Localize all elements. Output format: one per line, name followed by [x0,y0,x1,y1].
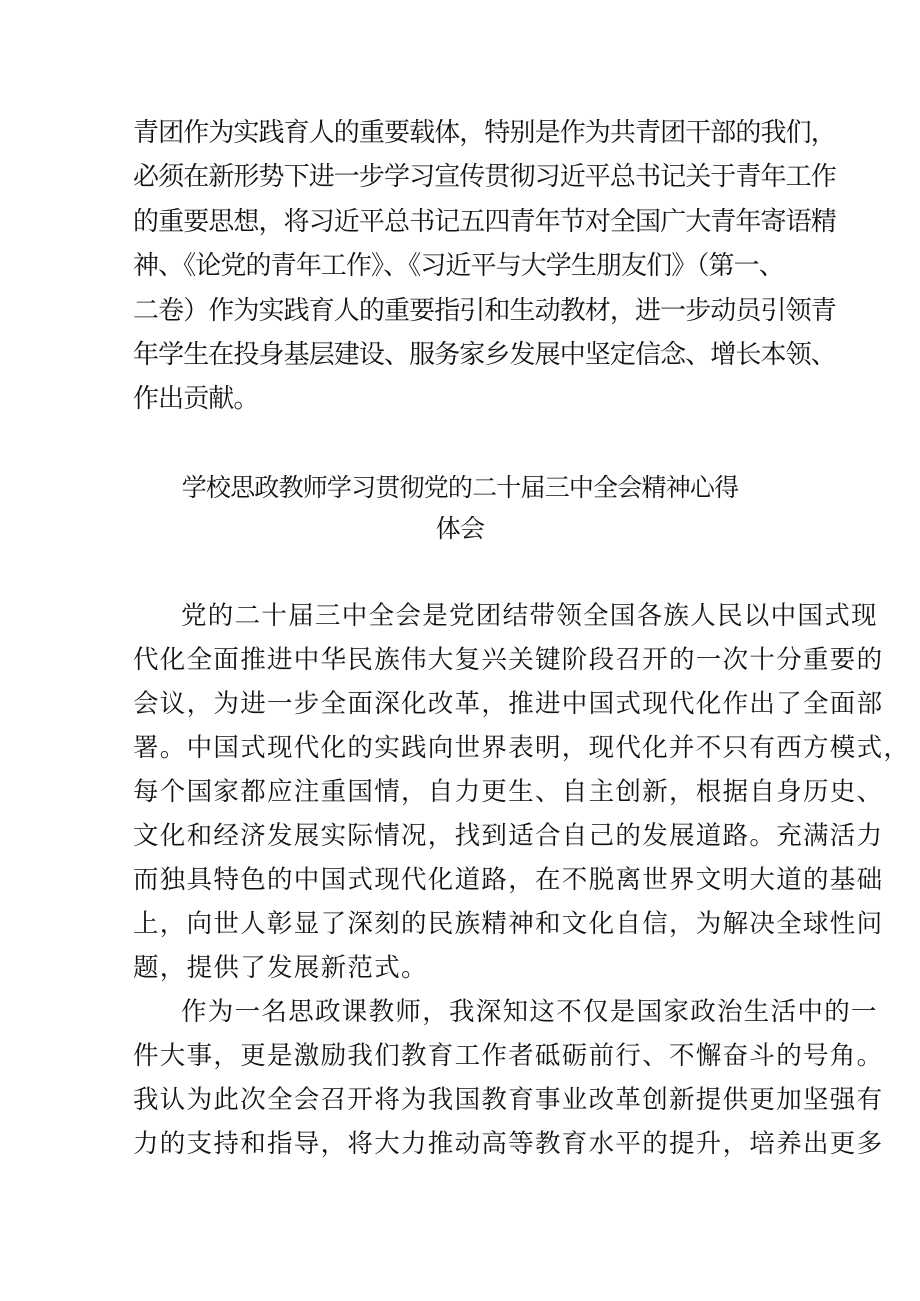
text-line: 每个国家都应注重国情，自力更生、自主创新，根据自身历史、 [133,777,884,807]
text-line: 我认为此次全会召开将为我国教育事业改革创新提供更加坚强有 [133,1085,884,1115]
text-line: 件大事，更是激励我们教育工作者砥砺前行、不懈奋斗的号角。 [133,1041,884,1071]
article-title-line-2: 体会 [435,514,485,543]
text-line: 二卷）作为实践育人的重要指引和生动教材，进一步动员引领青 [133,296,836,326]
text-line: 的重要思想，将习近平总书记五四青年节对全国广大青年寄语精 [133,207,836,237]
text-line: 代化全面推进中华民族伟大复兴关键阶段召开的一次十分重要的 [133,645,884,675]
text-line: 会议，为进一步全面深化改革，推进中国式现代化作出了全面部 [133,689,884,719]
text-line: 而独具特色的中国式现代化道路，在不脱离世界文明大道的基础 [133,865,884,895]
text-line: 青团作为实践育人的重要载体，特别是作为共青团干部的我们， [133,118,836,148]
text-line: 作为一名思政课教师，我深知这不仅是国家政治生活中的一 [181,997,878,1027]
text-line: 上，向世人彰显了深刻的民族精神和文化自信，为解决全球性问 [133,909,884,939]
text-line: 神、《论党的青年工作》、《习近平与大学生朋友们》（第一、 [133,251,784,281]
text-line: 年学生在投身基层建设、服务家乡发展中坚定信念、增长本领、 [133,340,836,370]
text-line: 力的支持和指导，将大力推动高等教育水平的提升，培养出更多 [133,1129,884,1159]
text-line: 署。中国式现代化的实践向世界表明，现代化并不只有西方模式， [133,733,911,763]
text-line: 党的二十届三中全会是党团结带领全国各族人民以中国式现 [181,601,878,631]
article-title-line-1: 学校思政教师学习贯彻党的二十届三中全会精神心得 [181,473,739,502]
text-line: 作出贡献。 [133,384,259,414]
text-line: 文化和经济发展实际情况，找到适合自己的发展道路。充满活力 [133,821,884,851]
text-line: 必须在新形势下进一步学习宣传贯彻习近平总书记关于青年工作 [133,162,836,192]
text-line: 题，提供了发展新范式。 [133,953,428,983]
